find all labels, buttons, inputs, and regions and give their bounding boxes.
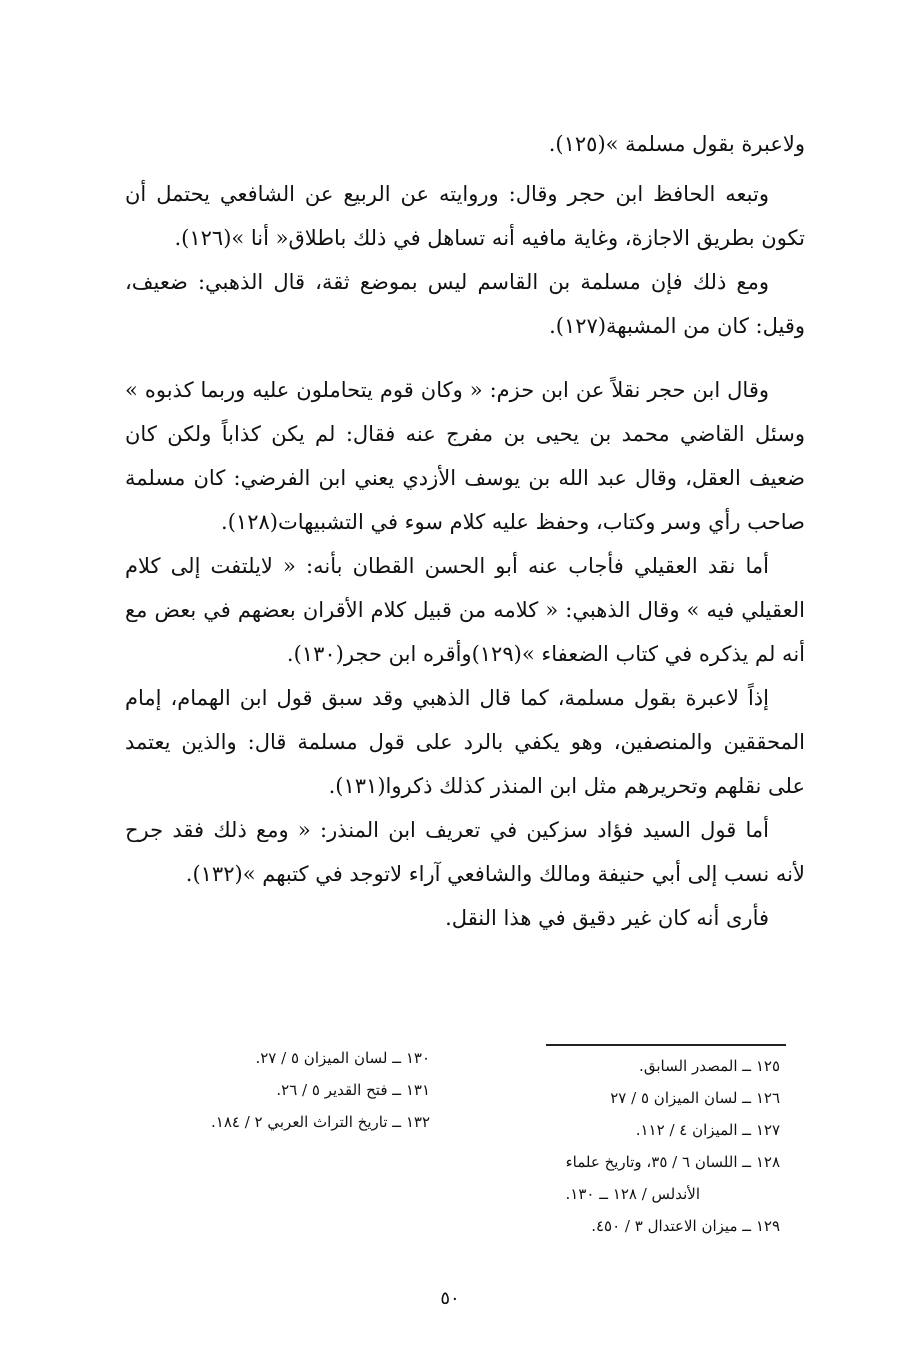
- footnotes-left-column: [140, 1042, 430, 1138]
- paragraph-2: وتبعه الحافظ ابن حجر وقال: وروايته عن الربيع عن الشافعي يحتمل أن تكون بطريق الاجازة، وغاية مافيه أنه تساهل في ذلك باطلاق« أنا »(١٢٦).: [125, 182, 805, 250]
- paragraph-6: إذاً لاعبرة بقول مسلمة، كما قال الذهبي وقد سبق قول ابن الهمام، إمام المحققين والمنصفين، وهو يكفي بالرد على قول مسلمة قال: والذين يعتمد على نقلهم وتحريرهم مثل ابن المنذر كذلك ذكروا(١٣١).: [125, 686, 805, 798]
- paragraph-4: وقال ابن حجر نقلاً عن ابن حزم: « وكان قوم يتحاملون عليه وربما كذبوه » وسئل القاضي محمد بن يحيى بن مفرج عنه فقال: لم يكن كذاباً ولكن كان ضعيف العقل، وقال عبد الله بن يوسف الأزدي يعني ابن الفرضي: كان مسلمة صاحب رأي وسر وكتاب، وحفظ عليه كلام سوء في التشبيهات(١٢٨).: [125, 378, 805, 534]
- paragraph-3: ومع ذلك فإن مسلمة بن القاسم ليس بموضع ثقة، قال الذهبي: ضعيف، وقيل: كان من المشبهة(١٢٧).: [125, 270, 805, 338]
- paragraph-5: أما نقد العقيلي فأجاب عنه أبو الحسن القطان بأنه: « لايلتفت إلى كلام العقيلي فيه » وقال الذهبي: « كلامه من قبيل كلام الأقران بعضهم في بعض مع أنه لم يذكره في كتاب الضعفاء »(١٢٩)وأقره ابن حجر(١٣٠).: [125, 554, 805, 666]
- page-number: ٥٠: [440, 1288, 460, 1309]
- footnote-127: ١٢٧ ــ الميزان ٤ / ١١٢.: [635, 1121, 780, 1139]
- footnote-130: ١٣٠ ــ لسان الميزان ٥ / ٢٧.: [255, 1049, 430, 1067]
- footnote-131: ١٣١ ــ فتح القدير ٥ / ٢٦.: [276, 1081, 430, 1099]
- footnote-divider: [546, 1044, 786, 1046]
- footnotes-right-column: [480, 1050, 780, 1242]
- footnote-126: ١٢٦ ــ لسان الميزان ٥ / ٢٧: [610, 1089, 780, 1107]
- paragraph-8: فأرى أنه كان غير دقيق في هذا النقل.: [445, 906, 769, 930]
- paragraph-1: ولاعبرة بقول مسلمة »(١٢٥).: [548, 132, 805, 156]
- footnote-129: ١٢٩ ــ ميزان الاعتدال ٣ / ٤٥٠.: [591, 1217, 780, 1235]
- main-text: [125, 122, 805, 940]
- footnote-128: ١٢٨ ــ اللسان ٦ / ٣٥، وتاريخ علماء: [565, 1153, 780, 1171]
- footnote-125: ١٢٥ ــ المصدر السابق.: [639, 1057, 780, 1075]
- paragraph-7: أما قول السيد فؤاد سزكين في تعريف ابن المنذر: « ومع ذلك فقد جرح لأنه نسب إلى أبي حنيفة ومالك والشافعي آراء لاتوجد في كتبهم »(١٣٢).: [125, 818, 805, 886]
- footnote-132: ١٣٢ ــ تاريخ التراث العربي ٢ / ١٨٤.: [210, 1113, 430, 1131]
- footnote-128-continued: الأندلس / ١٢٨ ــ ١٣٠.: [565, 1185, 700, 1203]
